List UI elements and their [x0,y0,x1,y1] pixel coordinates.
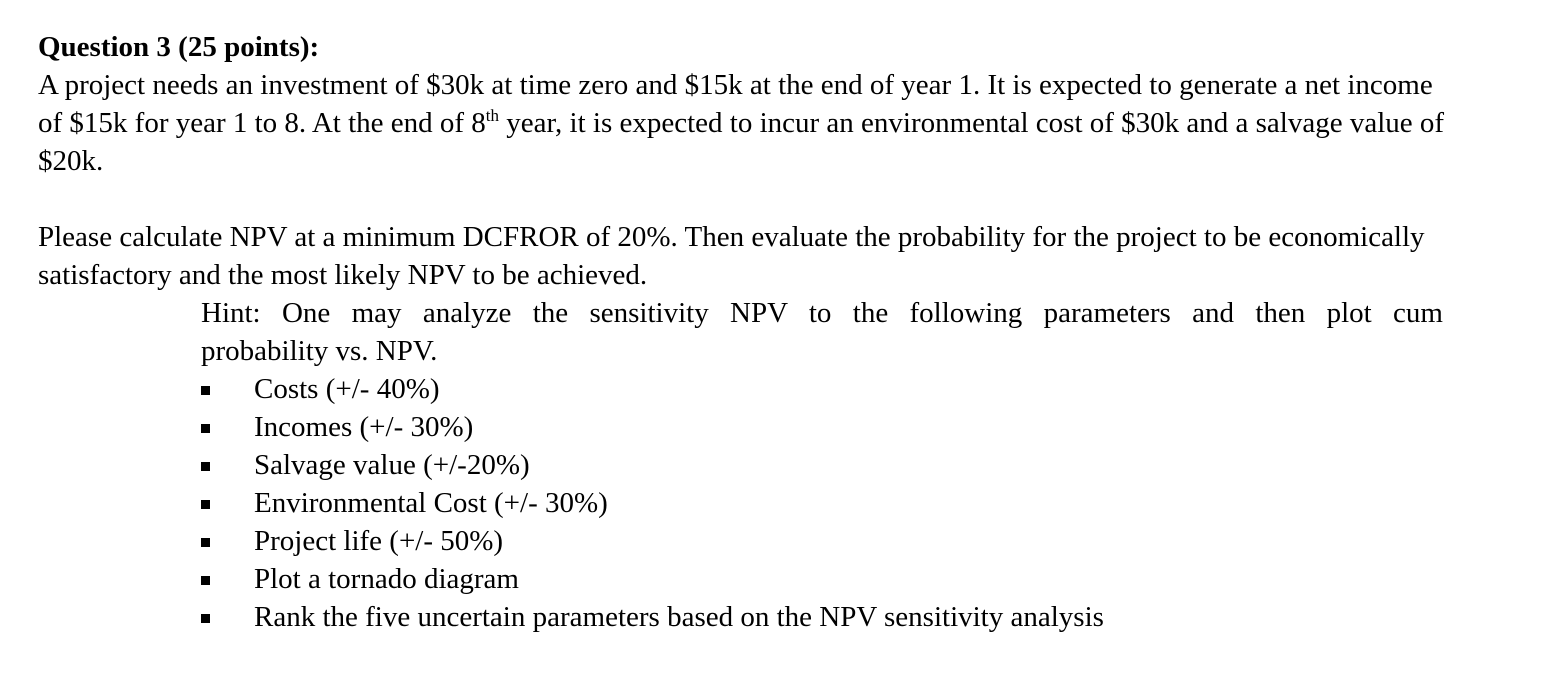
list-item [201,370,1518,408]
list-item [201,598,1518,636]
hint-line-1: Hint: One may analyze the sensitivity NPV to the following parameters and then plot cum [201,297,1443,329]
question-title: Question 3 (25 points): [38,31,320,63]
list-item-text: Salvage value (+/-20%) [254,449,530,481]
list-item-text: Rank the five uncertain parameters based on the NPV sensitivity analysis [254,601,1104,633]
list-item-text: Incomes (+/- 30%) [254,411,474,443]
list-item-text: Project life (+/- 50%) [254,525,504,557]
list-item [201,446,1518,484]
square-bullet-icon [201,386,210,395]
paragraph-spacer [38,180,1518,218]
task-instructions: Please calculate NPV at a minimum DCFROR of 20%. Then evaluate the probability for the project to be economically satisfactory and the most likely NPV to be achieved. [38,221,1425,291]
square-bullet-icon [201,614,210,623]
hint-bullet-list [201,370,1518,636]
list-item [201,484,1518,522]
list-item [201,408,1518,446]
square-bullet-icon [201,538,210,547]
problem-statement [38,66,1458,180]
hint-block [201,294,1443,370]
square-bullet-icon [201,424,210,433]
list-item [201,522,1518,560]
list-item-text: Plot a tornado diagram [254,563,519,595]
ordinal-superscript: th [485,106,500,125]
list-item [201,560,1518,598]
list-item-text: Costs (+/- 40%) [254,373,440,405]
square-bullet-icon [201,462,210,471]
hint-line-2: probability vs. NPV. [201,335,438,367]
square-bullet-icon [201,576,210,585]
square-bullet-icon [201,500,210,509]
problem-statement-text-2: year, it is expected to incur an environmental cost of $30k and a salvage value of $20k. [38,107,1445,177]
list-item-text: Environmental Cost (+/- 30%) [254,487,608,519]
question-document [38,28,1518,636]
problem-statement-text-1: A project needs an investment of $30k at time zero and $15k at the end of year 1. It is expected to generate a net income of $15k for year 1 to 8. At the end of 8 [38,69,1433,139]
